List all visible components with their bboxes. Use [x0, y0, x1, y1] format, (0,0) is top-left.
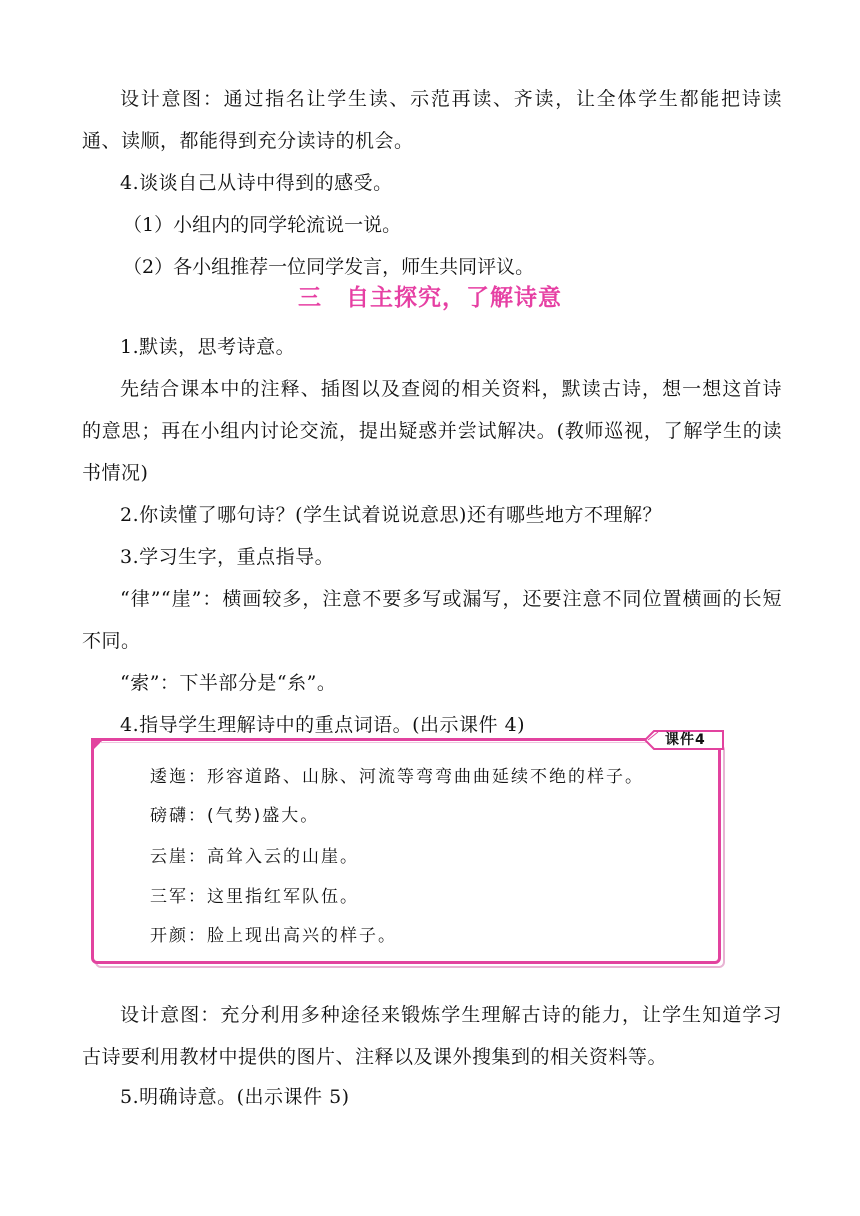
step-1-heading: 1.默读，思考诗意。 [120, 336, 296, 358]
step-4-heading: 4.谈谈自己从诗中得到的感受。 [120, 172, 393, 194]
sub-item-1: （1）小组内的同学轮流说一说。 [123, 214, 402, 236]
character-guidance-1: “律”“崖”：横画较多，注意不要多写或漏写，还要注意不同位置横画的长短不同。 [82, 588, 782, 652]
courseware-top-rule [100, 742, 710, 743]
step-4-vocabulary-heading: 4.指导学生理解诗中的重点词语。(出示课件 4) [120, 714, 526, 736]
step-3-heading: 3.学习生字，重点指导。 [120, 546, 335, 568]
sub-item-2: （2）各小组推荐一位同学发言，师生共同评议。 [123, 256, 535, 278]
design-intent-paragraph-1: 设计意图：通过指名让学生读、示范再读、齐读，让全体学生都能把诗读通、读顺，都能得到充分读诗的机会。 [82, 88, 782, 152]
step-5-heading: 5.明确诗意。(出示课件 5) [120, 1086, 350, 1108]
vocab-item: 云崖：高耸入云的山崖。 [150, 847, 359, 867]
design-intent-paragraph-2: 设计意图：充分利用多种途径来锻炼学生理解古诗的能力，让学生知道学习古诗要利用教材中提供的图片、注释以及课外搜集到的相关资料等。 [82, 1004, 782, 1068]
section-title: 三 自主探究，了解诗意 [298, 284, 562, 311]
vocab-item: 开颜：脸上现出高兴的样子。 [150, 926, 397, 946]
step-2-question: 2.你读懂了哪句诗？(学生试着说说意思)还有哪些地方不理解？ [120, 504, 662, 526]
vocab-item: 逶迤：形容道路、山脉、河流等弯弯曲曲延续不绝的样子。 [150, 767, 644, 787]
courseware-tag-label: 课件4 [665, 732, 706, 748]
vocab-item: 磅礴：(气势)盛大。 [150, 806, 320, 826]
character-guidance-2: “索”：下半部分是“糸”。 [120, 672, 337, 694]
courseware-corner-fold [91, 738, 105, 752]
reading-instruction-paragraph: 先结合课本中的注释、插图以及查阅的相关资料，默读古诗，想一想这首诗的意思；再在小组内讨论交流，提出疑惑并尝试解决。(教师巡视，了解学生的读书情况) [82, 378, 782, 484]
vocab-item: 三军：这里指红军队伍。 [150, 887, 359, 907]
